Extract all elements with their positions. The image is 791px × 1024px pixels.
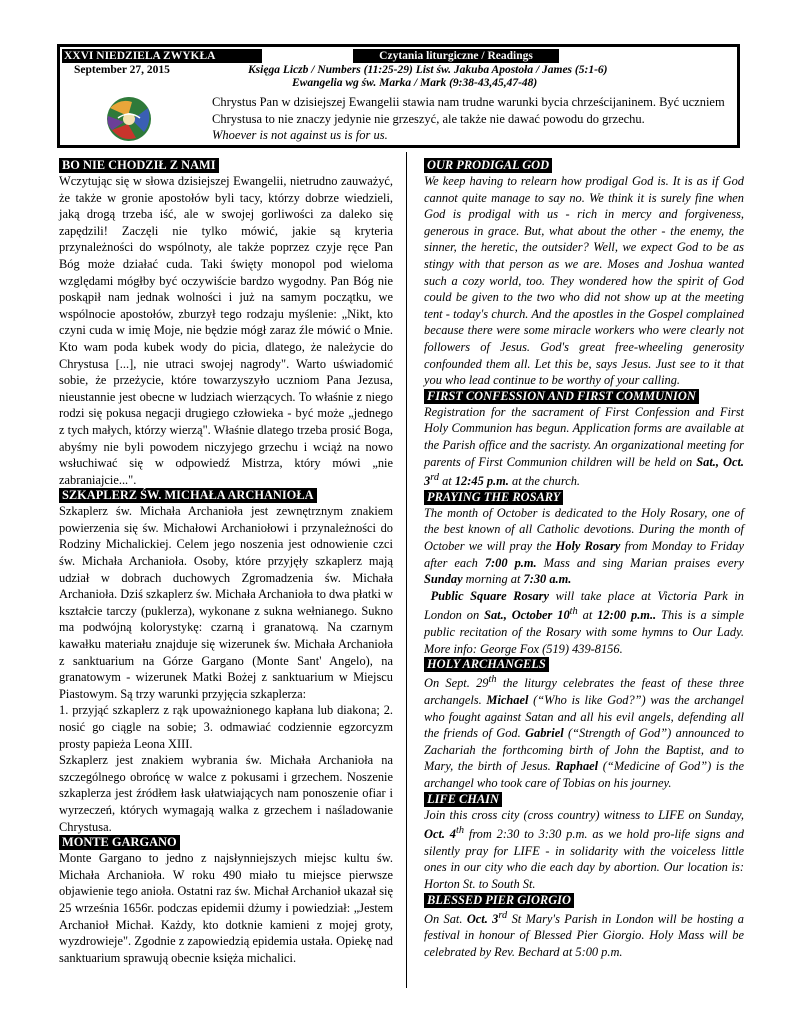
article-first-communion <box>424 389 744 490</box>
article-text <box>424 908 744 961</box>
emphasis: Holy Rosary <box>555 539 621 553</box>
article-text: Monte Gargano to jedno z najsłynniejszych miejsc kultu św. Michała Archanioła. W roku 490 miało tu miejsce pierwsze objawienie tego anioła. Ostatni raz św. Michał Archanioł ukazał się 25 września 1656r. podczas epidemii dżumy i powiedział: „Jestem Archanioł Michał. Każdy, kto dotknie kamieni z mojej groty, wyzdrowieje". Zgodnie z zapowiedzią epidemia ustała. Opiekę nad sanktuarium sprawują obecnie księża michalici. <box>59 851 393 965</box>
text-run: (“Medicine of God”) is the archangel who took care of Tobias on his journey. <box>424 759 744 790</box>
article-bo-nie-chodzil <box>59 158 393 488</box>
article-text <box>424 588 744 658</box>
article-archangels <box>424 657 744 791</box>
text-run: the liturgy celebrates the feast of these three archangels. <box>424 676 744 707</box>
archangel-name: Raphael <box>555 759 599 774</box>
parish-logo <box>104 94 154 144</box>
section-title: BLESSED PIER GIORGIO <box>424 893 574 908</box>
readings-line-2: Ewangelia wg św. Marka / Mark (9:38-43,45,47-48) <box>292 77 538 89</box>
article-text <box>424 672 744 791</box>
section-title: PRAYING THE ROSARY <box>424 490 563 505</box>
article-text <box>424 807 744 893</box>
readings-line-1: Księga Liczb / Numbers (11:25-29) List św. Jakuba Apostoła / James (5:1-6) <box>248 64 608 76</box>
text-run: Mass and sing Marian praises every <box>536 555 745 570</box>
ordinal-suffix: th <box>569 606 578 618</box>
section-title: SZKAPLERZ ŚW. MICHAŁA ARCHANIOŁA <box>59 488 317 503</box>
text-run: (“Who is like God?”) was the archangel who fought against Satan and all his evil angels, defending all the friends of God. <box>424 693 744 741</box>
text-run: This is a simple public recitation of the Rosary with some hymns to Our Lady. More info: George Fox (519) 439-8156. <box>424 608 744 656</box>
text-run: Join this cross city (cross country) witness to LIFE on Sunday, <box>424 807 744 822</box>
header-introduction <box>212 94 734 144</box>
section-title: BO NIE CHODZIŁ Z NAMI <box>59 158 219 173</box>
intro-english: Whoever is not against us is for us. <box>212 128 388 142</box>
section-title: OUR PRODIGAL GOD <box>424 158 552 173</box>
bulletin-header <box>57 44 740 148</box>
archangel-name: Gabriel <box>525 726 564 741</box>
emphasis: Sunday <box>424 572 463 587</box>
sunday-title: XXVI NIEDZIELA ZWYKŁA <box>62 49 262 63</box>
event-date: Oct. 4 <box>424 827 457 842</box>
article-prodigal-god <box>424 158 744 389</box>
article-text: Wczytując się w słowa dzisiejszej Ewangelii, nietrudno zauważyć, że także w gronie apostołów byli tacy, którzy dobrze wiedzieli, jaką drogą trzeba iść, ale w swojej gorliwości za daleko się zapędzili! Zaczęli nie tylko mówić, jakie są kryteria przynależności do wspólnoty, ale także poprzez czyje ręce Pan Bóg może działać cuda. Taki święty monopol pod wieloma względami mógłby być oczywiście bardzo wygodny. Pan Bóg nie poskąpił nam jednak wolności i już na samym początku, we wspólnocie apostołów, zburzył tego rodzaju myślenie: „Nikt, kto czyni cuda w imię Moje, nie będzie mógł zaraz źle mówić o Mnie. Kto wam poda kubek wody do picia, dlatego, że należycie do Chrystusa [...], nie utraci swojej nagrody". Warto uświadomić sobie, że przeżycie, które towarzyszyło uczniom Pana Jezusa, nieustannie jest obecne w ludziach wierzących. To właśnie z niego rodzi się pokusa negacji drugiego człowieka - być może „jednego z tych małych, którzy wierzą". Właśnie dlatego trzeba prosić Boga, abyśmy nie byli powodem niczyjego grzechu i wciąż na nowo wsłuchiwać się w odpowiedź Mistrza, który mówi „nie zabraniajcie...". <box>59 174 393 487</box>
article-monte-gargano <box>59 835 393 966</box>
text-run: at <box>577 608 598 623</box>
archangel-name: Michael <box>486 693 529 707</box>
section-title: MONTE GARGANO <box>59 835 180 850</box>
text-run: Registration for the sacrament of First Confession and First Holy Communion has begun. Application forms are available at the Parish office and the sacristy. An organizational meeting for parents of First Communion children will be held on <box>424 404 744 469</box>
article-text: 1. przyjąć szkaplerz z rąk upoważnionego kapłana lub diakona; 2. nosić go ciągle na sobie; 3. odmawiać codziennie egzorcyzm prosty papieża Leona XIII. <box>59 703 393 751</box>
text-run: at <box>439 474 455 489</box>
rosary-time: 7:30 a.m. <box>523 572 572 587</box>
text-run: at the church. <box>508 474 581 489</box>
article-text <box>424 505 744 588</box>
section-title: HOLY ARCHANGELS <box>424 657 549 672</box>
text-run: On Sept. 29 <box>424 676 489 691</box>
ordinal-suffix: rd <box>430 472 440 484</box>
readings-label: Czytania liturgiczne / Readings <box>353 49 559 63</box>
emphasis: Public Square Rosary <box>430 588 550 603</box>
meeting-date: Sat., Oct. 3 <box>424 454 745 489</box>
text-run: St Mary's Parish in London will be hosting a festival in honour of Blessed Pier Giorgio. Holy Mass will be celebrated by Rev. Bechard at 5:00 p.m. <box>424 911 745 959</box>
intro-polish: Chrystus Pan w dzisiejszej Ewangelii stawia nam trudne warunki bycia chrześcijaninem. Być uczniem Chrystusa to nie znaczy jedynie nie grzeszyć, ale także nie dawać powodu do grzechu. <box>212 95 725 126</box>
text-run: from Monday to Friday after each <box>424 539 744 570</box>
article-text: We keep having to relearn how prodigal God is. It is as if God cannot quite manage to say no. We think it is surely fine when God is prodigal with us - rich in mercy and forgiveness, generous in grace. But, what about the other - the enemy, the sinner, the heretic, the outsider? Well, we expect God to be as stingy with that person as we are. Moses and Joshua wanted such a cozy world, too. They wondered how the spirit of God could be given to the two who did not show up at the meeting tent - today's church. And the apostles in the Gospel complained because there were some miracle workers who were clearly not followers of Jesus. God's great free-wheeling generosity confounded them all. Let this be, says Jesus. Just see to it that you who lead continue to be worthy of your calling. <box>424 174 744 388</box>
article-life-chain <box>424 792 744 893</box>
text-run: from 2:30 to 3:30 p.m. as we hold pro-life signs and silently pray for LIFE - in solidarity with the voiceless little ones in our city who die each day by abortion. Our location is: Horton St. to South St. <box>424 827 744 892</box>
ordinal-suffix: rd <box>498 909 508 921</box>
article-text <box>424 404 744 490</box>
section-title: FIRST CONFESSION AND FIRST COMMUNION <box>424 389 699 404</box>
article-rosary <box>424 490 744 657</box>
mass-time: 7:00 p.m. <box>484 555 537 570</box>
right-column <box>424 158 744 961</box>
text-run: morning at <box>462 572 524 587</box>
article-text: Szkaplerz jest znakiem wybrania św. Michała Archanioła na szczególnego obrońcę w walce z pokusami i grzechem. Noszenie szkaplerza jest źródłem łask ułatwiających nam ponoszenie ofiar i wyrzeczeń, których wymagają walka z grzechem i naśladowanie Chrystusa. <box>59 753 393 834</box>
ordinal-suffix: th <box>456 825 465 837</box>
event-date: Oct. 3 <box>466 911 499 926</box>
meeting-time: 12:45 p.m. <box>454 474 509 489</box>
ordinal-suffix: th <box>488 674 497 686</box>
article-pier-giorgio <box>424 893 744 961</box>
event-time: 12:00 p.m.. <box>597 608 657 623</box>
text-run: will take place at Victoria Park in London on <box>424 588 745 623</box>
bulletin-date: September 27, 2015 <box>74 64 170 76</box>
left-column <box>59 158 393 966</box>
text-run: On Sat. <box>424 911 467 926</box>
section-title: LIFE CHAIN <box>424 792 502 807</box>
column-divider <box>406 152 407 988</box>
text-run: The month of October is dedicated to the Holy Rosary, one of the best known of all Catholic devotions. During the month of October we will pray the <box>424 505 744 553</box>
event-date: Sat., October 10 <box>484 608 570 623</box>
article-szkaplerz <box>59 488 393 835</box>
text-run: (“Strength of God”) announced to Zachariah the forthcoming birth of John the Baptist, and to Mary, the birth of Jesus. <box>424 726 744 774</box>
article-text: Szkaplerz św. Michała Archanioła jest zewnętrznym znakiem powierzenia się św. Michałowi Archaniołowi i przynależności do Rodziny Michalickiej. Celem jego noszenia jest odnowienie czci św. Michała Archanioła. Osoby, które przyjęły szkaplerz mają udział w dobrach duchowych Zgromadzenia św. Michała Archanioła. Dziś szkaplerz św. Michała Archanioła to dwa płatki w kształcie tarczy (puklerza), wykonane z sukna wełnianego. Sukno ma podwójną kolorystykę: czarną i granatową. Na czarnym kawałku materiału znajduje się wizerunek św. Michała Archanioła z sanktuarium na Górze Gargano (Monte Sant' Angelo), na granatowym - wizerunek Matki Bożej z sanktuarium w Miejscu Piastowym. Są trzy warunki przyjęcia szkaplerza: <box>59 504 393 701</box>
